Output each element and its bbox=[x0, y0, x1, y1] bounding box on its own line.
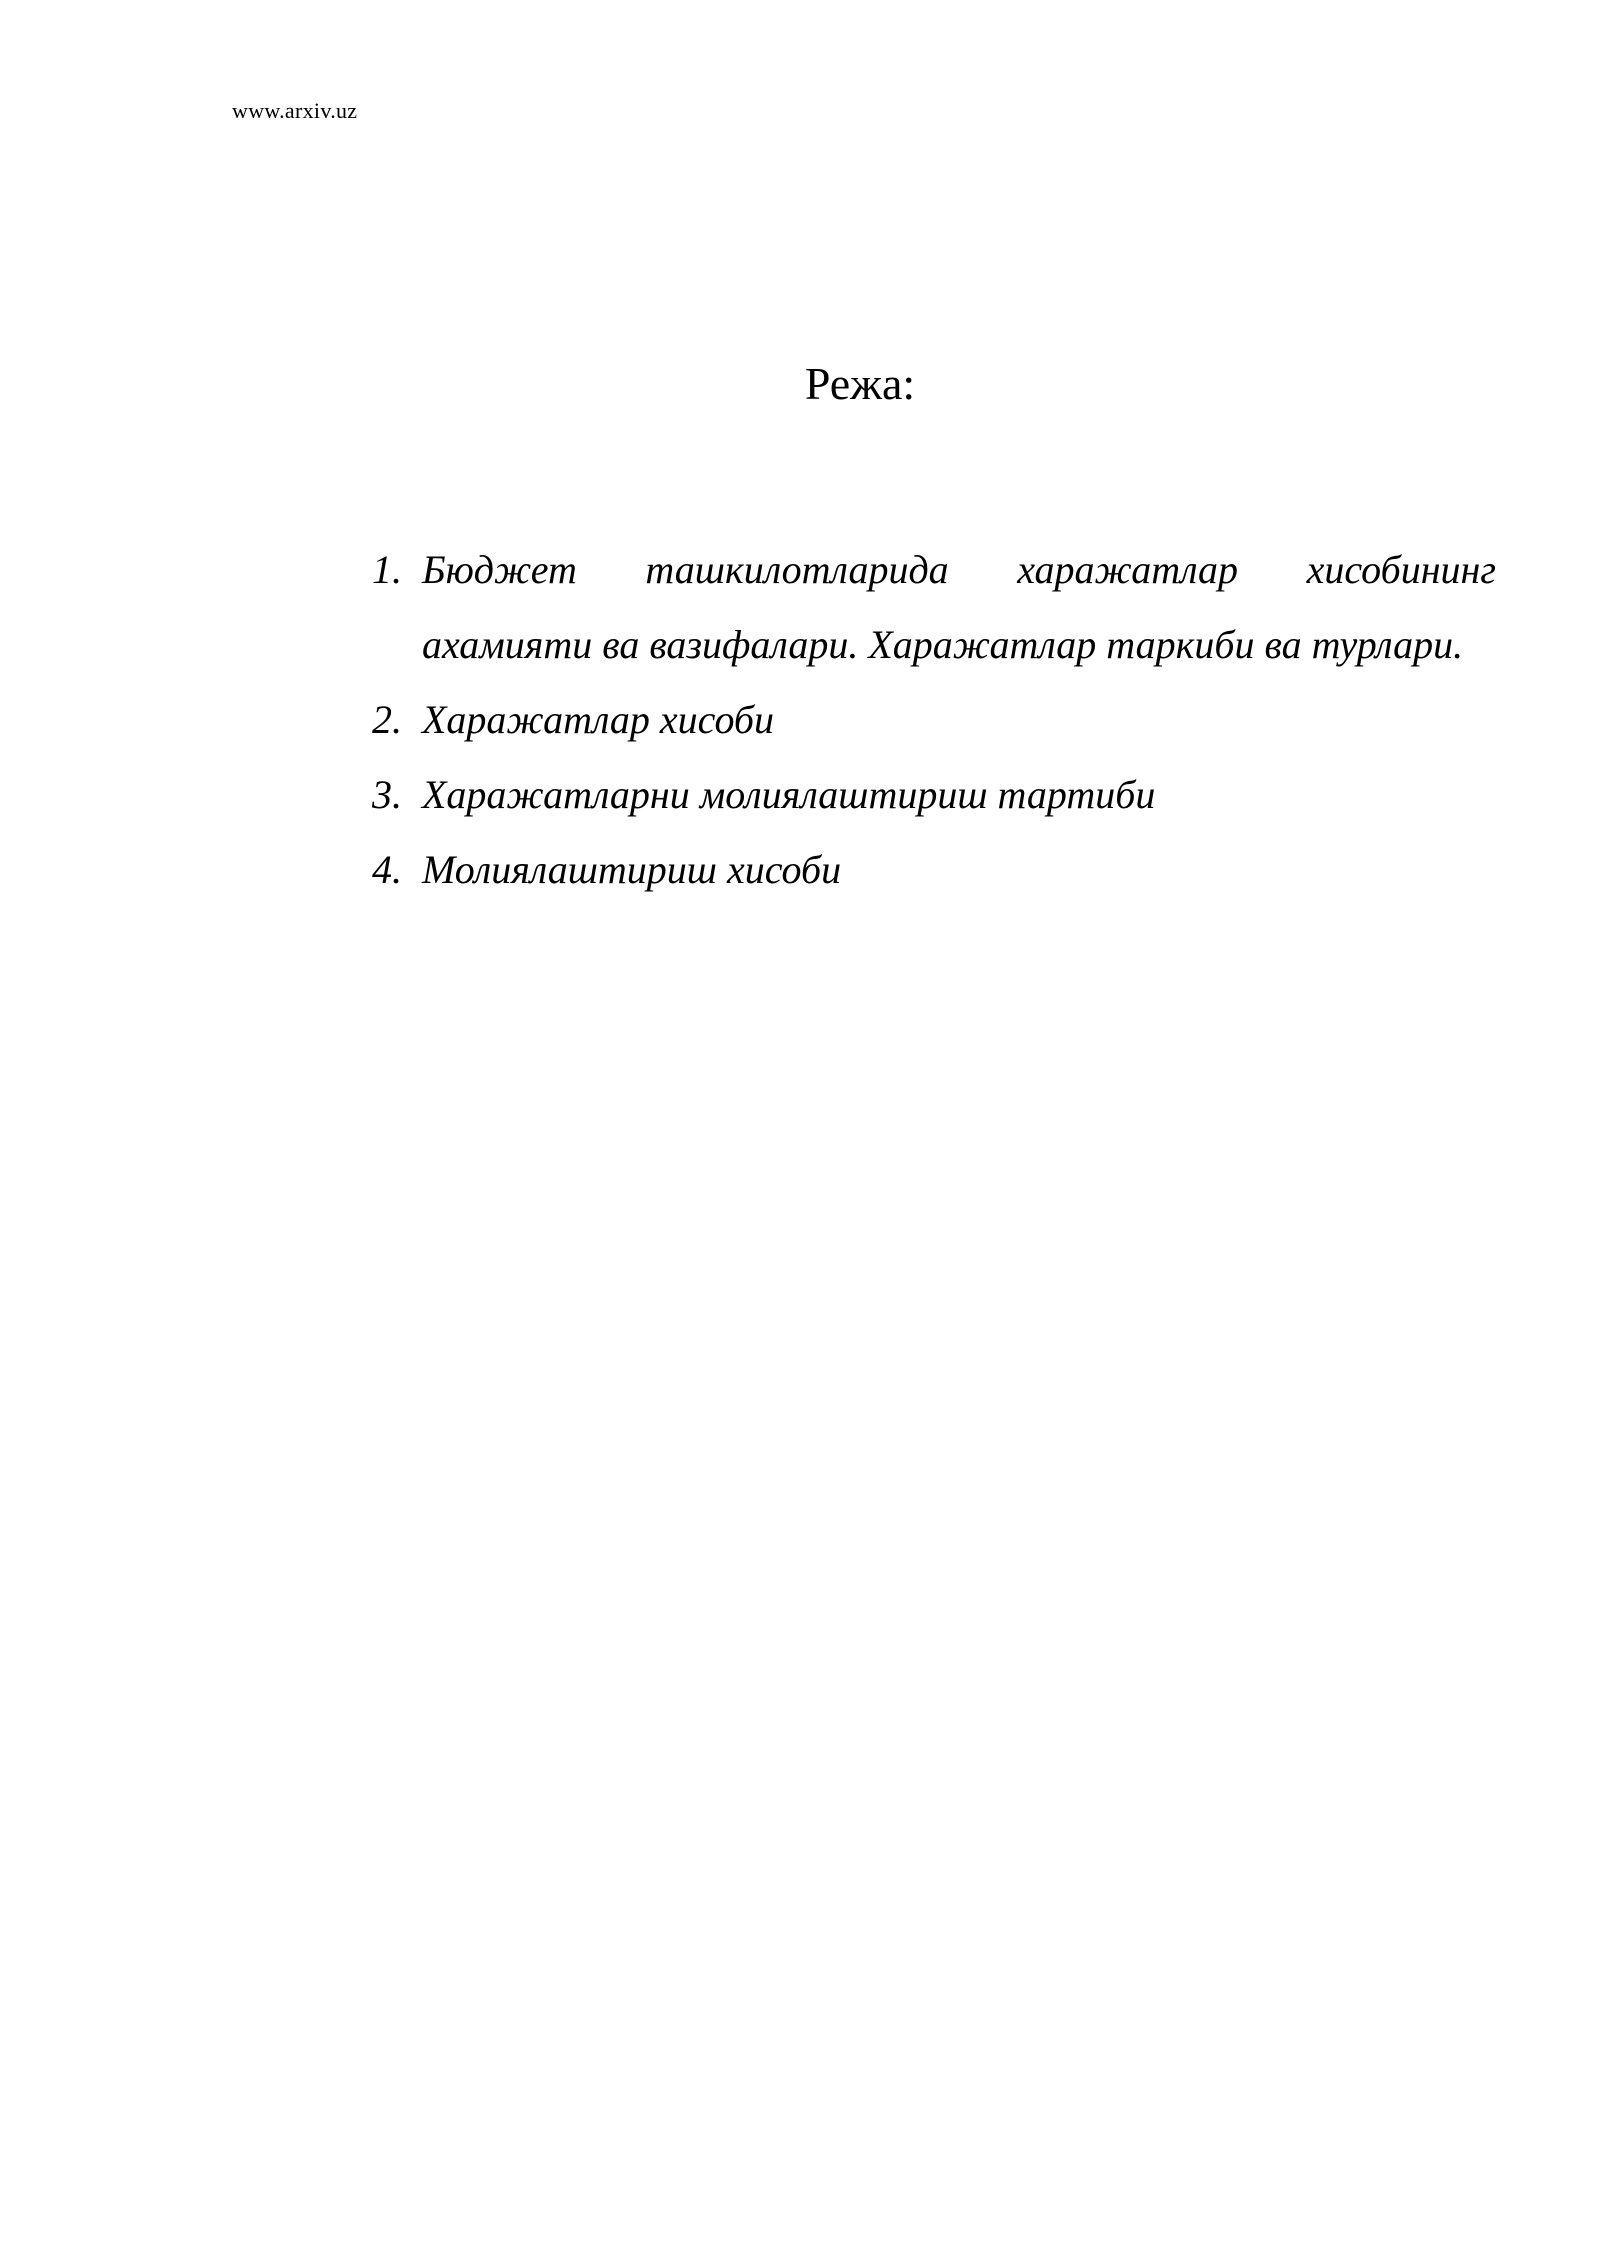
list-item-number: 4. bbox=[372, 847, 402, 892]
list-item-text: Бюджет ташкилотларида харажатлар хисобининг ахамияти ва вазифалари. Харажатлар таркиби ва турлари. bbox=[422, 547, 1496, 667]
list-item-number: 3. bbox=[372, 772, 402, 817]
list-item bbox=[372, 757, 1496, 832]
list-item bbox=[372, 532, 1496, 682]
list-item-text: Молиялаштириш хисоби bbox=[422, 847, 842, 892]
list-item bbox=[372, 682, 1496, 757]
header-url: www.arxiv.uz bbox=[232, 98, 358, 123]
plan-list bbox=[372, 532, 1496, 907]
page-title: Режа: bbox=[804, 358, 916, 409]
list-item-number: 2. bbox=[372, 697, 402, 742]
list-item-number: 1. bbox=[372, 547, 402, 592]
list-item bbox=[372, 832, 1496, 907]
list-item-text: Харажатларни молиялаштириш тартиби bbox=[422, 772, 1156, 817]
list-item-text: Харажатлар хисоби bbox=[422, 697, 775, 742]
